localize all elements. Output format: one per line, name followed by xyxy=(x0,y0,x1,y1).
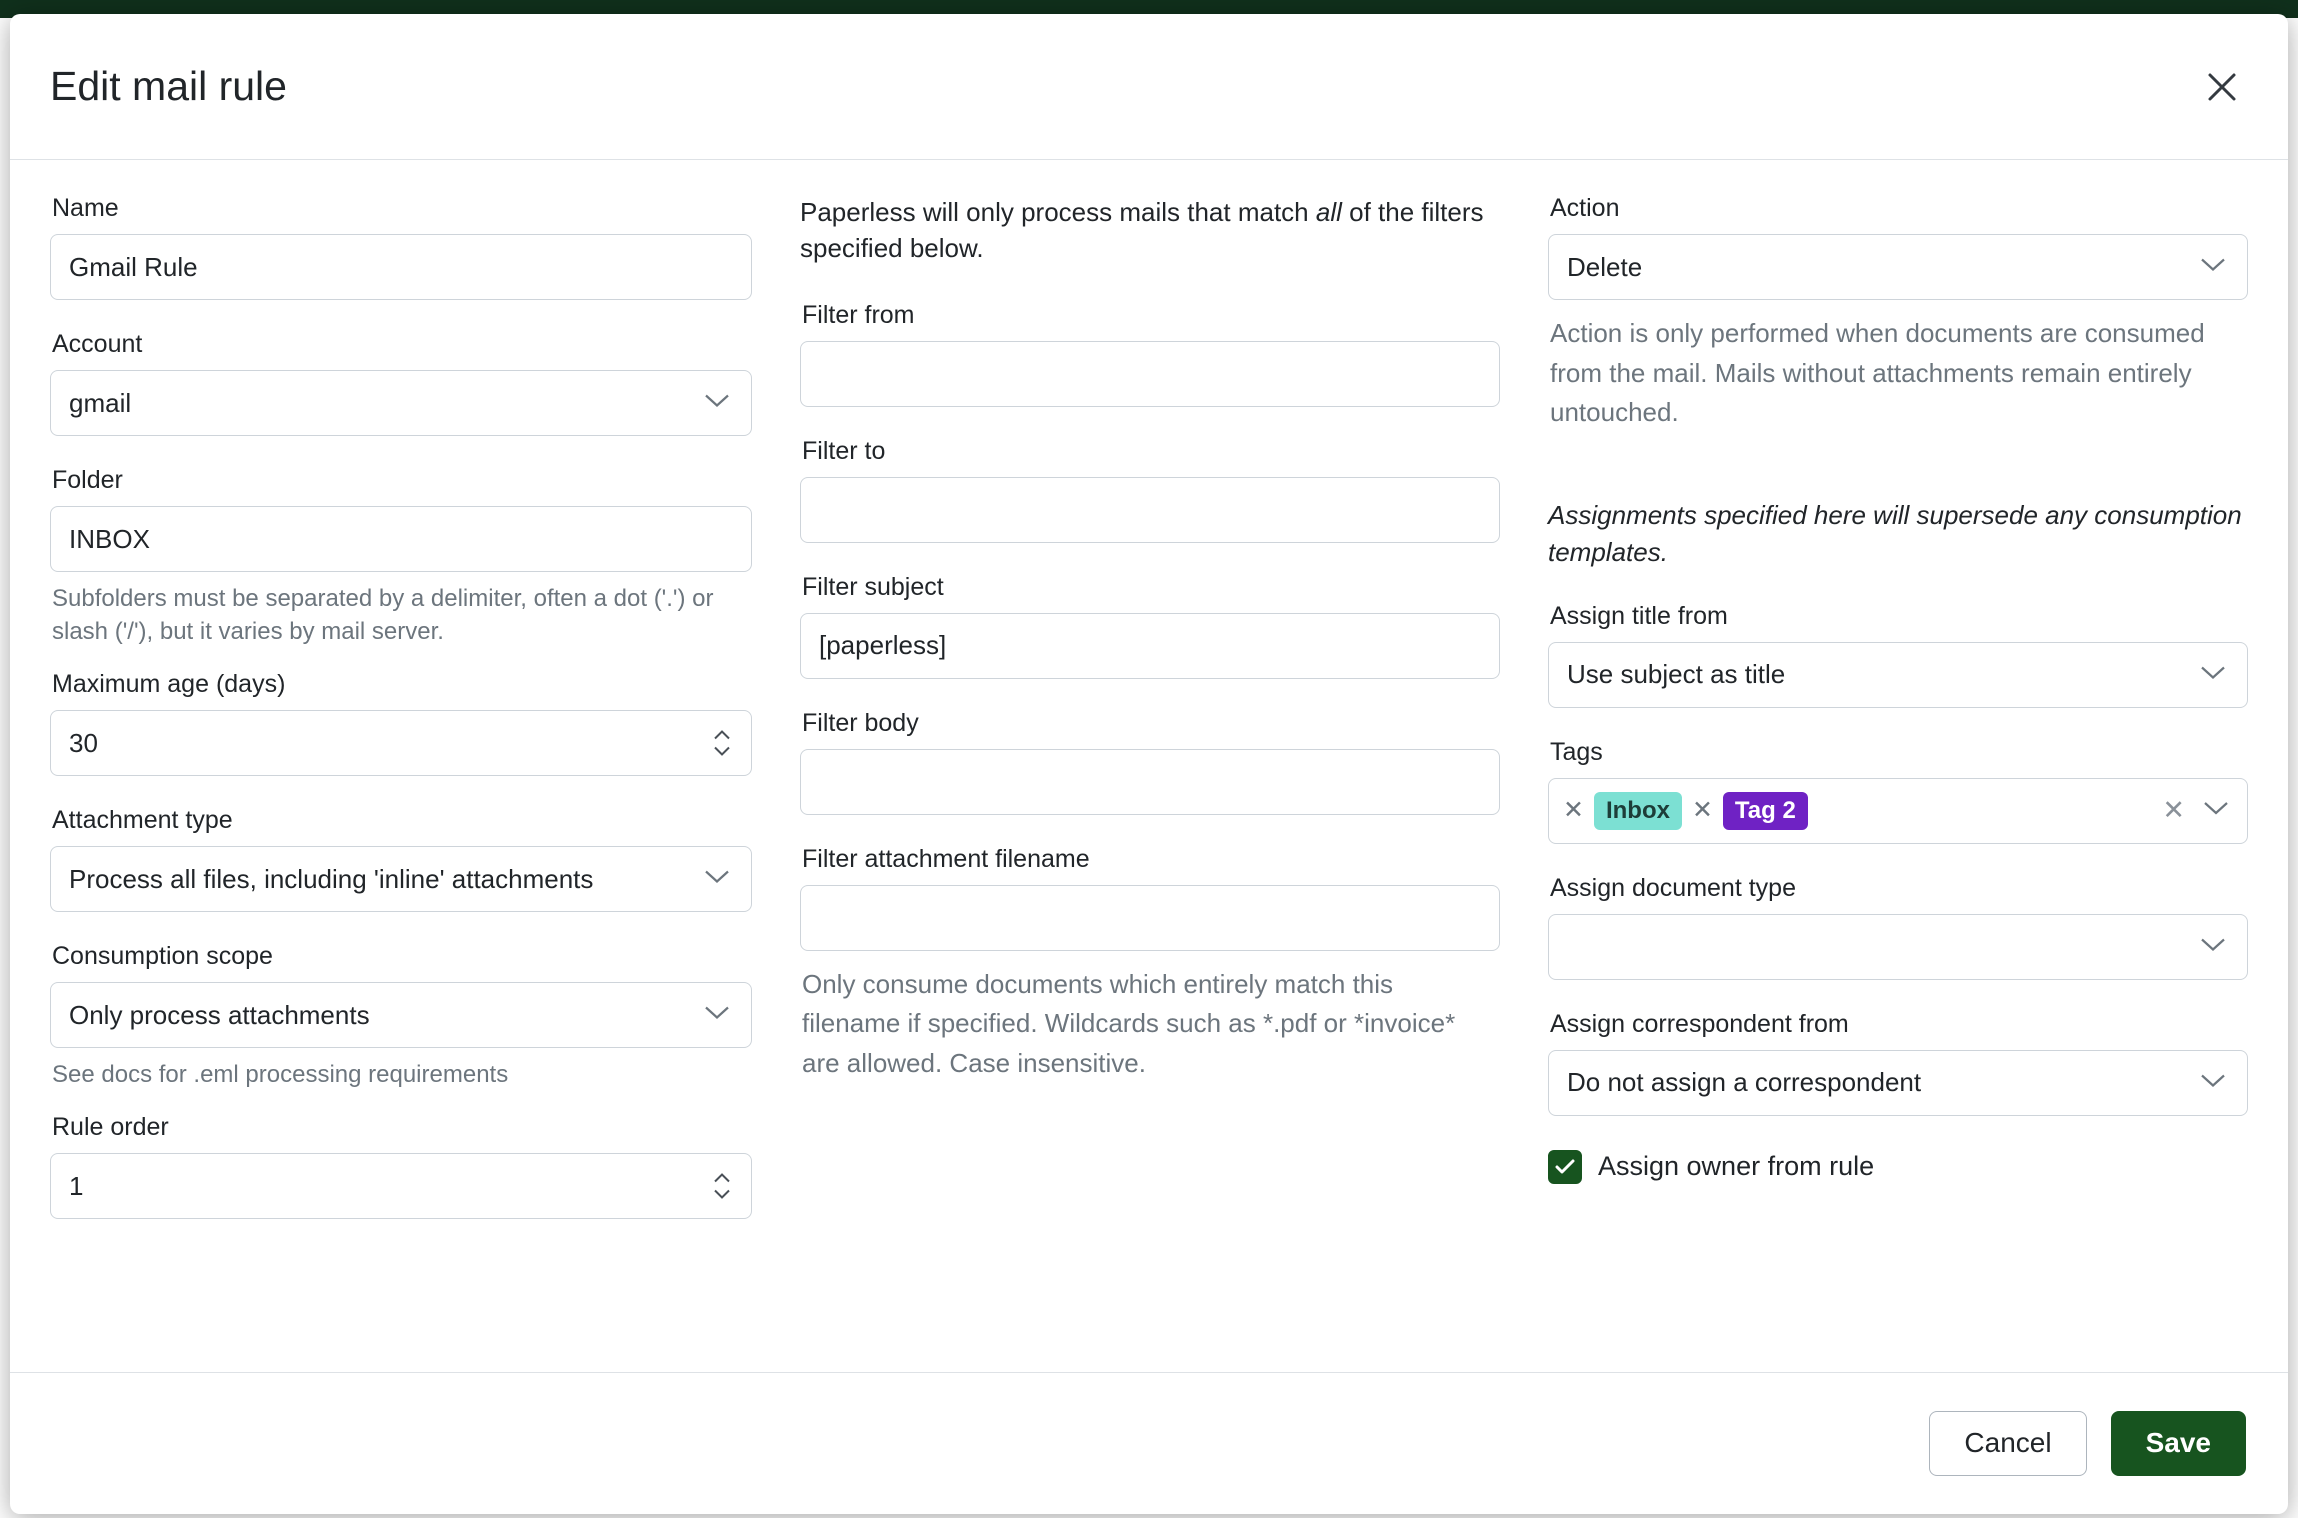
filter-from-input[interactable] xyxy=(800,341,1500,407)
filter-body-label: Filter body xyxy=(802,708,919,737)
assign-doctype-group xyxy=(1548,874,2248,980)
filters-intro-pre: Paperless will only process mails that match xyxy=(800,197,1316,227)
rule-order-input[interactable] xyxy=(50,1153,752,1219)
filter-body-group xyxy=(800,709,1500,815)
dialog-header xyxy=(10,14,2288,160)
page-title: Edit mail rule xyxy=(50,63,287,109)
name-input[interactable] xyxy=(50,234,752,300)
assign-owner-label: Assign owner from rule xyxy=(1598,1151,1875,1182)
assign-correspondent-select[interactable] xyxy=(1548,1050,2248,1116)
assign-title-label: Assign title from xyxy=(1550,601,1728,630)
dialog-body xyxy=(10,160,2288,1372)
folder-input[interactable] xyxy=(50,506,752,572)
filter-to-group xyxy=(800,437,1500,543)
filter-body-input[interactable] xyxy=(800,749,1500,815)
account-field-group xyxy=(50,330,752,436)
action-group xyxy=(1548,194,2248,433)
filter-subject-input[interactable] xyxy=(800,613,1500,679)
close-icon[interactable] xyxy=(2194,59,2250,115)
assign-title-group xyxy=(1548,602,2248,708)
action-select[interactable] xyxy=(1548,234,2248,300)
filters-column xyxy=(800,194,1500,1372)
remove-tag-icon[interactable]: ✕ xyxy=(1563,796,1584,825)
tag-chip xyxy=(1692,792,1808,831)
clear-tags-icon[interactable]: ✕ xyxy=(2162,795,2185,826)
remove-tag-icon[interactable]: ✕ xyxy=(1691,796,1713,825)
filter-attachment-filename-label: Filter attachment filename xyxy=(802,844,1090,873)
rule-order-label: Rule order xyxy=(52,1113,169,1142)
assign-doctype-select[interactable] xyxy=(1548,914,2248,980)
attachment-type-field-group xyxy=(50,806,752,912)
consumption-scope-help-text: See docs for .eml processing requirements xyxy=(52,1061,509,1089)
dialog-footer xyxy=(10,1372,2288,1514)
filter-from-label: Filter from xyxy=(802,300,915,329)
save-button[interactable]: Save xyxy=(2111,1411,2246,1476)
filter-subject-group xyxy=(800,573,1500,679)
action-label: Action xyxy=(1550,194,1620,222)
assign-correspondent-group xyxy=(1548,1010,2248,1116)
max-age-field-group xyxy=(50,670,752,776)
tags-group xyxy=(1548,738,2248,844)
tags-controls xyxy=(2162,797,2235,824)
settings-column xyxy=(50,194,752,1372)
assign-owner-checkbox[interactable] xyxy=(1548,1150,1582,1184)
assign-correspondent-label: Assign correspondent from xyxy=(1550,1009,1849,1038)
consumption-scope-field-group xyxy=(50,942,752,1091)
filter-attachment-filename-input[interactable] xyxy=(800,885,1500,951)
folder-field-group xyxy=(50,466,752,648)
filters-intro-emphasis: all xyxy=(1315,197,1342,227)
filter-attachment-help-text: Only consume documents which entirely match this filename if specified. Wildcards such as *.pdf or *invoice* are allowed. Case insensitive. xyxy=(802,968,1456,1078)
assign-owner-row[interactable] xyxy=(1548,1150,2248,1184)
assignments-note: Assignments specified here will supersede any consumption templates. xyxy=(1548,499,2242,568)
assign-doctype-label: Assign document type xyxy=(1550,873,1796,902)
filter-subject-label: Filter subject xyxy=(802,572,944,601)
max-age-label: Maximum age (days) xyxy=(52,670,286,699)
cancel-button[interactable]: Cancel xyxy=(1929,1411,2086,1476)
tags-label: Tags xyxy=(1550,737,1603,766)
consumption-scope-label: Consumption scope xyxy=(52,942,273,971)
account-select[interactable] xyxy=(50,370,752,436)
edit-mail-rule-dialog xyxy=(10,14,2288,1514)
assign-title-select[interactable] xyxy=(1548,642,2248,708)
filters-intro-text xyxy=(800,194,1500,267)
tag-label: Inbox xyxy=(1594,792,1682,831)
filters-intro-post: of the filters specified below. xyxy=(800,197,1484,264)
tag-chip xyxy=(1563,792,1682,831)
consumption-scope-select[interactable] xyxy=(50,982,752,1048)
action-help-text: Action is only performed when documents are consumed from the mail. Mails without attachments remain entirely untouched. xyxy=(1550,318,2205,428)
filter-from-group xyxy=(800,301,1500,407)
account-label: Account xyxy=(52,330,143,358)
attachment-type-label: Attachment type xyxy=(52,806,233,835)
folder-label: Folder xyxy=(52,466,123,494)
rule-order-stepper[interactable] xyxy=(712,1173,732,1200)
filter-attachment-filename-group xyxy=(800,845,1500,1084)
chevron-down-icon[interactable] xyxy=(2203,800,2229,821)
actions-column xyxy=(1548,194,2248,1372)
attachment-type-select[interactable] xyxy=(50,846,752,912)
tags-multiselect[interactable] xyxy=(1548,778,2248,844)
max-age-input[interactable] xyxy=(50,710,752,776)
name-label: Name xyxy=(52,194,119,222)
filter-to-input[interactable] xyxy=(800,477,1500,543)
rule-order-field-group xyxy=(50,1113,752,1219)
filter-to-label: Filter to xyxy=(802,436,886,465)
name-field-group xyxy=(50,194,752,300)
tag-label: Tag 2 xyxy=(1723,792,1808,831)
max-age-stepper[interactable] xyxy=(712,730,732,757)
folder-help-text: Subfolders must be separated by a delimiter, often a dot ('.') or slash ('/'), but it varies by mail server. xyxy=(52,585,714,646)
